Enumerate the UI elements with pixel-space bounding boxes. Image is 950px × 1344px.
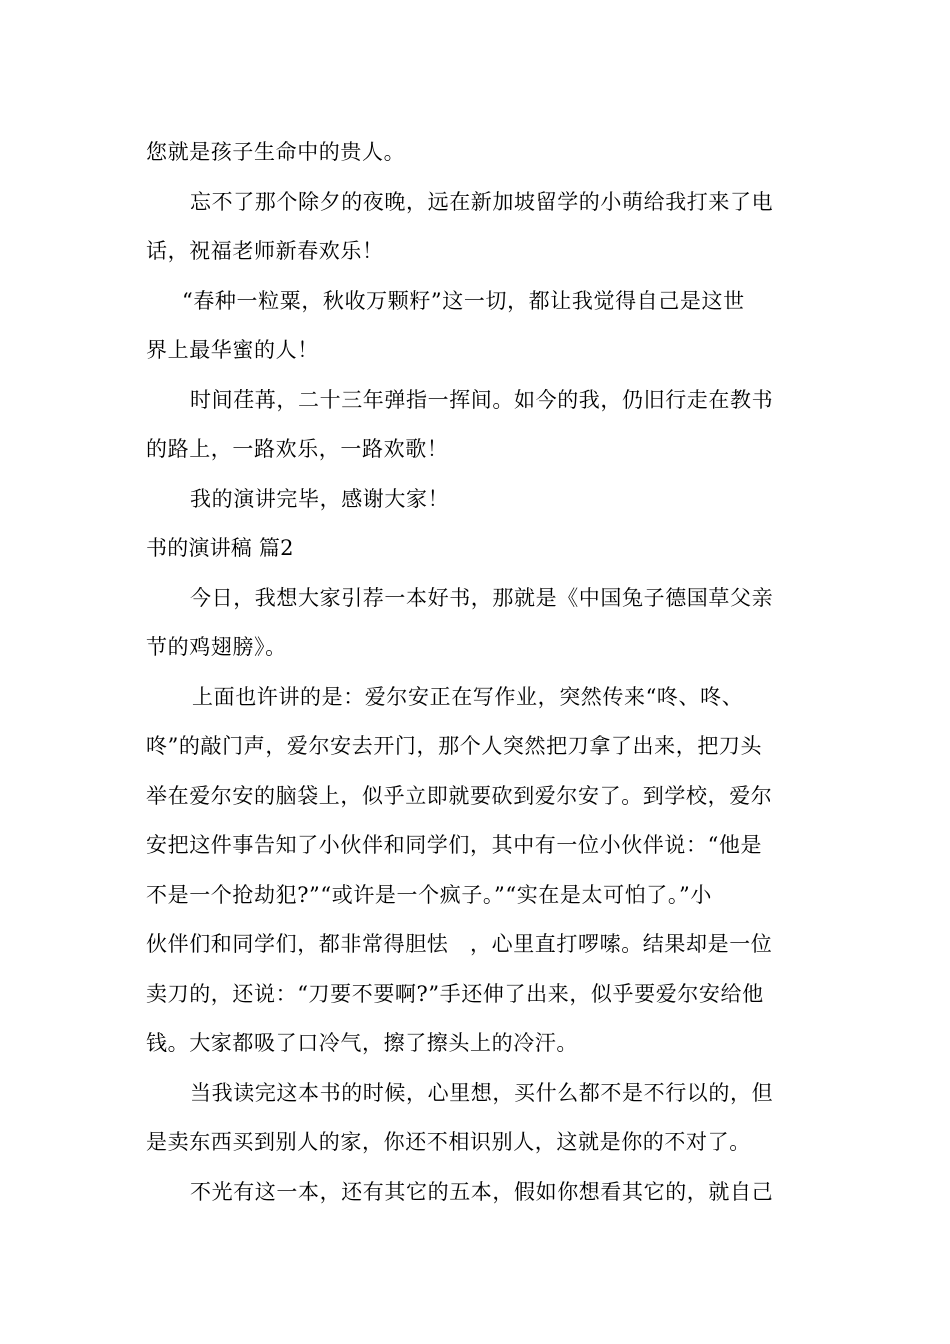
text-line: 话，祝福老师新春欢乐！ — [146, 239, 384, 263]
document-page — [146, 128, 808, 1217]
text-line: 节的鸡翅膀》。 — [146, 635, 287, 659]
paragraph-start: 当我读完这本书的时候，心里想，买什么都不是不行以的，但 — [190, 1080, 774, 1105]
text-line: 您就是孩子生命中的贵人。 — [146, 140, 406, 164]
text-line: 的路上，一路欢乐，一路欢歌！ — [146, 437, 449, 461]
text-line: 卖刀的，还说：“刀要不要啊?”手还伸了出来，似乎要爱尔安给他 — [146, 981, 764, 1006]
paragraph-start: 上面也许讲的是：爱尔安正在写作业，突然传来“咚、咚、 — [192, 684, 744, 709]
text-line: 不是一个抢劫犯?”“或许是一个疯子。”“实在是太可怕了。”小 — [146, 882, 712, 907]
section-heading: 书的演讲稿 篇2 — [146, 536, 294, 560]
paragraph-start: 不光有这一本，还有其它的五本，假如你想看其它的，就自己 — [190, 1179, 774, 1204]
text-line: 是卖东西买到别人的家，你还不相识别人，这就是你的不对了。 — [146, 1130, 751, 1154]
text-line: 伙伴们和同学们，都非常得胆怯 ，心里直打啰嗦。结果却是一位 — [146, 932, 773, 956]
paragraph-start: “春种一粒粟，秋收万颗籽”这一切，都让我觉得自己是这世 — [182, 288, 745, 313]
text-line: 安把这件事告知了小伙伴和同学们，其中有一位小伙伴说：“他是 — [146, 833, 763, 857]
text-line: 咚”的敲门声，爱尔安去开门，那个人突然把刀拿了出来，把刀头 — [146, 734, 763, 758]
text-line: 界上最华蜜的人！ — [146, 338, 319, 362]
text-line: 钱。大家都吸了口冷气，擦了擦头上的冷汗。 — [146, 1031, 578, 1055]
paragraph-start: 时间荏苒，二十三年弹指一挥间。如今的我，仍旧行走在教书 — [190, 387, 774, 412]
paragraph-start: 我的演讲完毕，感谢大家！ — [190, 486, 450, 511]
text-line: 举在爱尔安的脑袋上，似乎立即就要砍到爱尔安了。到学校，爱尔 — [146, 783, 773, 808]
paragraph-start: 今日，我想大家引荐一本好书，那就是《中国兔子德国草父亲 — [190, 585, 774, 610]
paragraph-start: 忘不了那个除夕的夜晚，远在新加坡留学的小萌给我打来了电 — [190, 189, 774, 214]
